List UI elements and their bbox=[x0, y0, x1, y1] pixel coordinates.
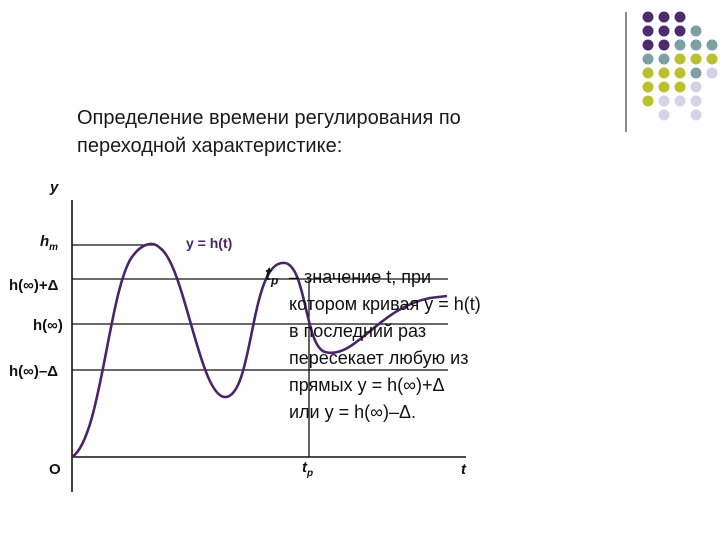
origin-label: O bbox=[49, 461, 61, 478]
upper-band-label: h(∞)+Δ bbox=[9, 277, 59, 294]
note-line-1: – значение t, при bbox=[289, 267, 432, 287]
note-line-4: пересекает любую из bbox=[289, 348, 469, 368]
title-line-1: Определение времени регулирования по bbox=[77, 107, 461, 129]
tp-axis-base: t bbox=[302, 459, 307, 476]
note-tp-symbol bbox=[265, 264, 278, 288]
steady-state-label: h(∞) bbox=[33, 317, 63, 334]
hm-label-sub: m bbox=[49, 242, 59, 253]
t-axis-label: t bbox=[461, 461, 466, 478]
note-tp-sub: p bbox=[271, 273, 279, 288]
lower-band-label: h(∞)–Δ bbox=[9, 363, 58, 380]
hm-label bbox=[40, 233, 58, 253]
note-line-6: или y = h(∞)–Δ. bbox=[289, 402, 416, 422]
y-axis-label: y bbox=[50, 179, 59, 196]
settling-time-definition bbox=[289, 264, 481, 426]
hm-label-base: h bbox=[40, 233, 50, 250]
note-line-3: в последний раз bbox=[289, 321, 427, 341]
note-line-2: котором кривая y = h(t) bbox=[289, 294, 481, 314]
tp-axis-sub: p bbox=[307, 468, 314, 479]
note-line-5: прямых y = h(∞)+Δ bbox=[289, 375, 445, 395]
curve-label: y = h(t) bbox=[186, 235, 233, 251]
note-tp-base: t bbox=[265, 264, 271, 284]
tp-axis-label bbox=[302, 459, 313, 479]
title-line-2: переходной характеристике: bbox=[77, 135, 343, 157]
